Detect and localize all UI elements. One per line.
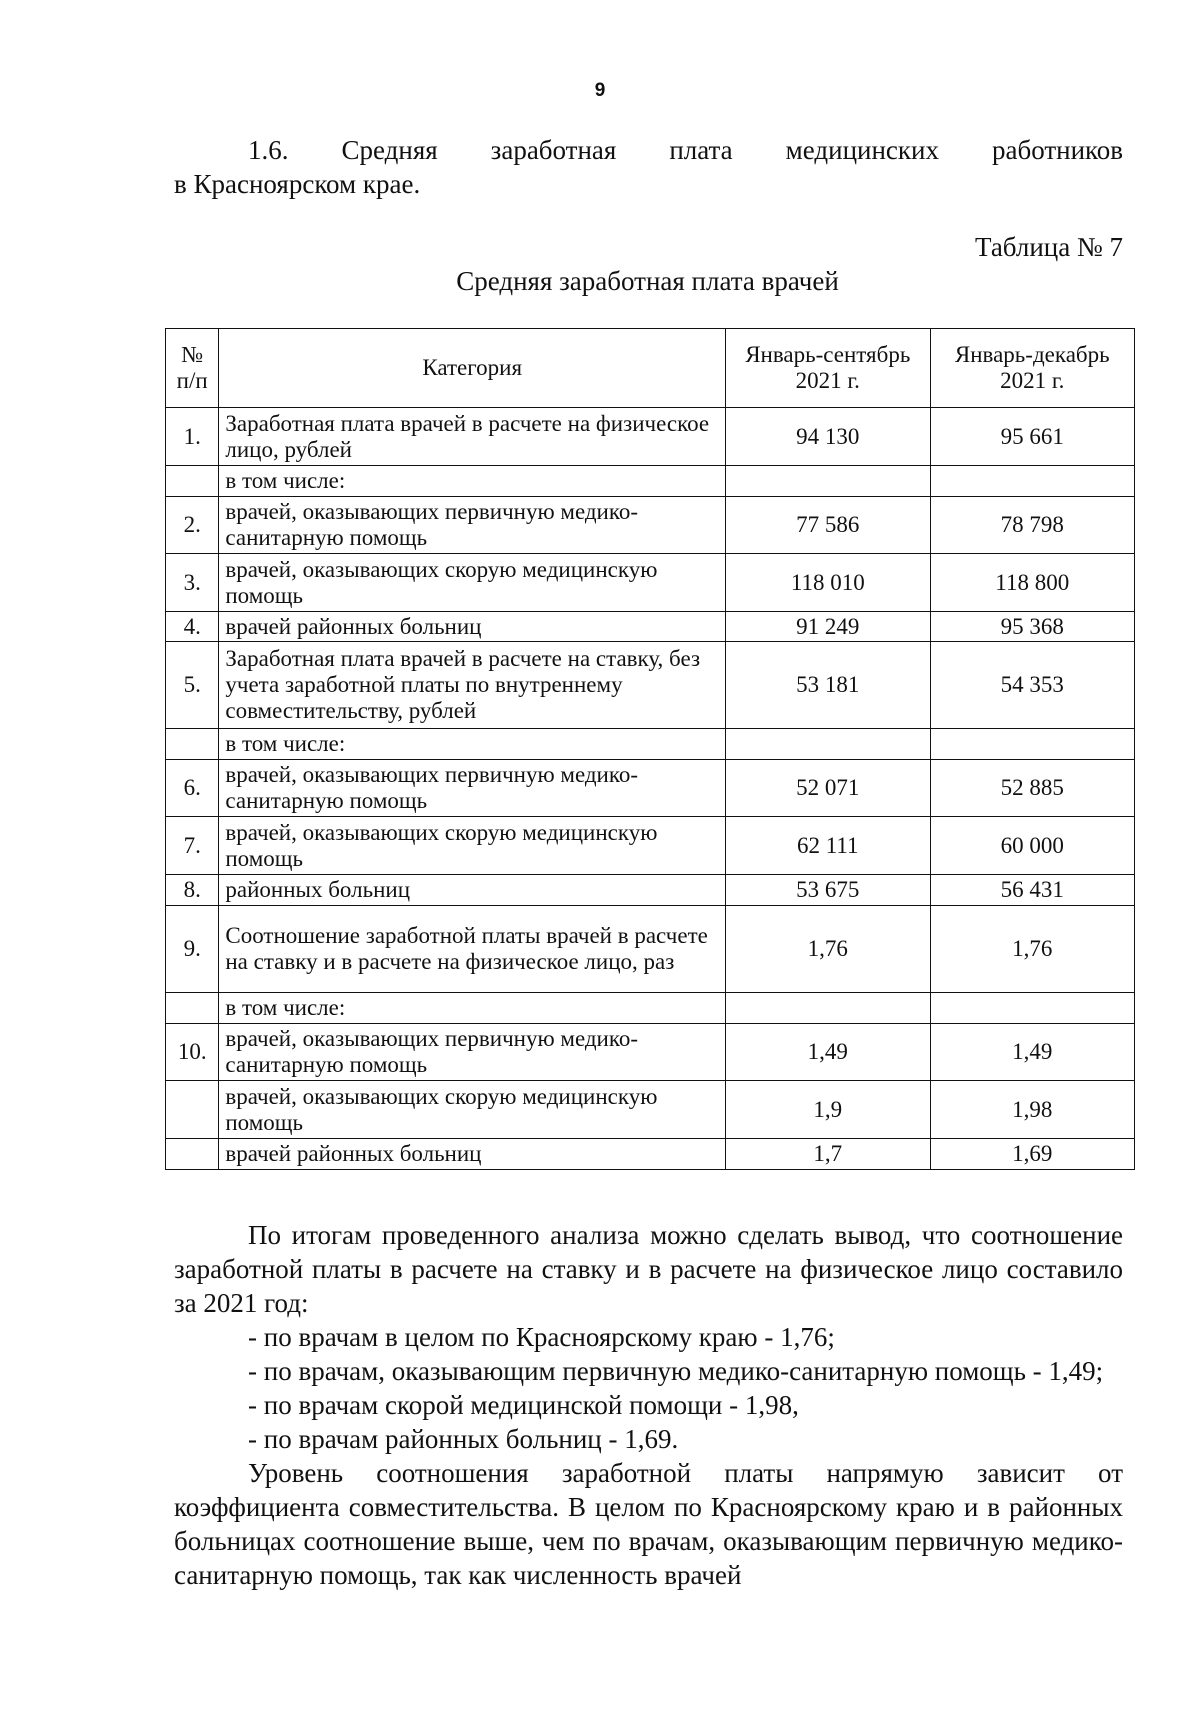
table-row [166, 1081, 1135, 1139]
row-value-jan-sep: 118 010 [726, 554, 930, 612]
row-category: врачей, оказывающих скорую медицинскую помощь [219, 1081, 726, 1139]
row-value-jan-dec: 1,49 [930, 1024, 1135, 1081]
page-number: 9 [594, 80, 606, 101]
conclusion-text [174, 1218, 1123, 1592]
salary-table [165, 328, 1135, 1170]
row-value-jan-sep: 53 675 [726, 875, 930, 906]
paragraph-analysis: По итогам проведенного анализа можно сделать вывод, что соотношение заработной платы в расчете на ставку и в расчете на физическое лицо составило за 2021 год: [174, 1220, 1123, 1318]
table-row [166, 817, 1135, 875]
row-num: 9. [166, 906, 219, 993]
row-value-jan-sep: 52 071 [726, 760, 930, 817]
list-item: - по врачам в целом по Красноярскому краю - 1,76; [248, 1322, 835, 1352]
heading-word: работников [991, 135, 1124, 165]
row-value-jan-sep: 1,76 [726, 906, 930, 993]
list-item: - по врачам скорой медицинской помощи - 1,98, [248, 1390, 799, 1420]
heading-word: заработная [490, 135, 617, 165]
section-heading [174, 133, 1123, 201]
table-caption: Средняя заработная плата врачей [456, 266, 839, 296]
row-num: 6. [166, 760, 219, 817]
row-value-jan-sep [726, 993, 930, 1024]
row-category: врачей районных больниц [219, 612, 726, 642]
header-category: Категория [219, 329, 726, 408]
section-heading-line1 [174, 133, 1123, 167]
row-num: 8. [166, 875, 219, 906]
row-value-jan-sep: 1,9 [726, 1081, 930, 1139]
section-heading-line2: в Красноярском крае. [174, 169, 421, 199]
list-item: - по врачам, оказывающим первичную медико-санитарную помощь - 1,49; [248, 1356, 1104, 1386]
row-num: 10. [166, 1024, 219, 1081]
heading-word: медицинских [785, 135, 939, 165]
table-row [166, 729, 1135, 760]
row-num [166, 1081, 219, 1139]
row-num: 3. [166, 554, 219, 612]
table-row [166, 612, 1135, 642]
row-num [166, 1139, 219, 1170]
row-category: районных больниц [219, 875, 726, 906]
row-category: в том числе: [219, 993, 726, 1024]
row-value-jan-dec: 1,69 [930, 1139, 1135, 1170]
row-num: 7. [166, 817, 219, 875]
row-num [166, 993, 219, 1024]
row-value-jan-dec: 54 353 [930, 642, 1135, 729]
row-value-jan-sep: 91 249 [726, 612, 930, 642]
row-value-jan-sep: 77 586 [726, 497, 930, 554]
paragraph-level: Уровень соотношения заработной платы напрямую зависит от коэффициента совместительства. В целом по Красноярскому краю и в районных больницах соотношение выше, чем по врачам, оказывающим первичную медико-санитарную помощь, так как численность врачей [174, 1458, 1123, 1590]
row-category: в том числе: [219, 729, 726, 760]
table-row [166, 1139, 1135, 1170]
row-value-jan-dec [930, 466, 1135, 497]
row-num: 4. [166, 612, 219, 642]
table-row [166, 1024, 1135, 1081]
row-value-jan-dec: 1,98 [930, 1081, 1135, 1139]
row-value-jan-dec: 95 661 [930, 408, 1135, 466]
row-category: врачей, оказывающих первичную медико-санитарную помощь [219, 1024, 726, 1081]
header-jan-sep: Январь-сентябрь 2021 г. [726, 329, 930, 408]
row-num: 5. [166, 642, 219, 729]
row-value-jan-dec [930, 993, 1135, 1024]
table-row [166, 993, 1135, 1024]
table-row [166, 554, 1135, 612]
table-header-row [166, 329, 1135, 408]
table-row [166, 497, 1135, 554]
row-value-jan-dec: 95 368 [930, 612, 1135, 642]
heading-word: плата [669, 135, 733, 165]
row-value-jan-dec: 1,76 [930, 906, 1135, 993]
row-category: Заработная плата врачей в расчете на физическое лицо, рублей [219, 408, 726, 466]
table-number: Таблица № 7 [975, 232, 1123, 262]
row-value-jan-sep: 1,49 [726, 1024, 930, 1081]
row-category: врачей, оказывающих скорую медицинскую помощь [219, 554, 726, 612]
row-value-jan-dec: 56 431 [930, 875, 1135, 906]
table-row [166, 642, 1135, 729]
row-category: врачей, оказывающих первичную медико-санитарную помощь [219, 760, 726, 817]
row-category: в том числе: [219, 466, 726, 497]
list-item: - по врачам районных больниц - 1,69. [248, 1424, 679, 1454]
row-category: врачей районных больниц [219, 1139, 726, 1170]
row-category: врачей, оказывающих первичную медико-санитарную помощь [219, 497, 726, 554]
header-jan-dec: Январь-декабрь 2021 г. [930, 329, 1135, 408]
row-value-jan-sep: 94 130 [726, 408, 930, 466]
row-value-jan-sep [726, 466, 930, 497]
heading-word: Средняя [341, 135, 438, 165]
table-row [166, 408, 1135, 466]
row-num: 2. [166, 497, 219, 554]
row-value-jan-sep: 62 111 [726, 817, 930, 875]
table-row [166, 906, 1135, 993]
header-num: № п/п [166, 329, 219, 408]
row-value-jan-sep: 1,7 [726, 1139, 930, 1170]
table-row [166, 466, 1135, 497]
row-category: Соотношение заработной платы врачей в расчете на ставку и в расчете на физическое лицо, раз [219, 906, 726, 993]
row-value-jan-dec: 60 000 [930, 817, 1135, 875]
row-num: 1. [166, 408, 219, 466]
row-num [166, 729, 219, 760]
row-value-jan-sep: 53 181 [726, 642, 930, 729]
row-num [166, 466, 219, 497]
row-value-jan-dec: 118 800 [930, 554, 1135, 612]
table-row [166, 875, 1135, 906]
row-value-jan-dec: 78 798 [930, 497, 1135, 554]
heading-word: 1.6. [248, 135, 289, 165]
row-category: Заработная плата врачей в расчете на ставку, без учета заработной платы по внутреннему совместительству, рублей [219, 642, 726, 729]
row-category: врачей, оказывающих скорую медицинскую помощь [219, 817, 726, 875]
table-row [166, 760, 1135, 817]
row-value-jan-sep [726, 729, 930, 760]
row-value-jan-dec [930, 729, 1135, 760]
row-value-jan-dec: 52 885 [930, 760, 1135, 817]
